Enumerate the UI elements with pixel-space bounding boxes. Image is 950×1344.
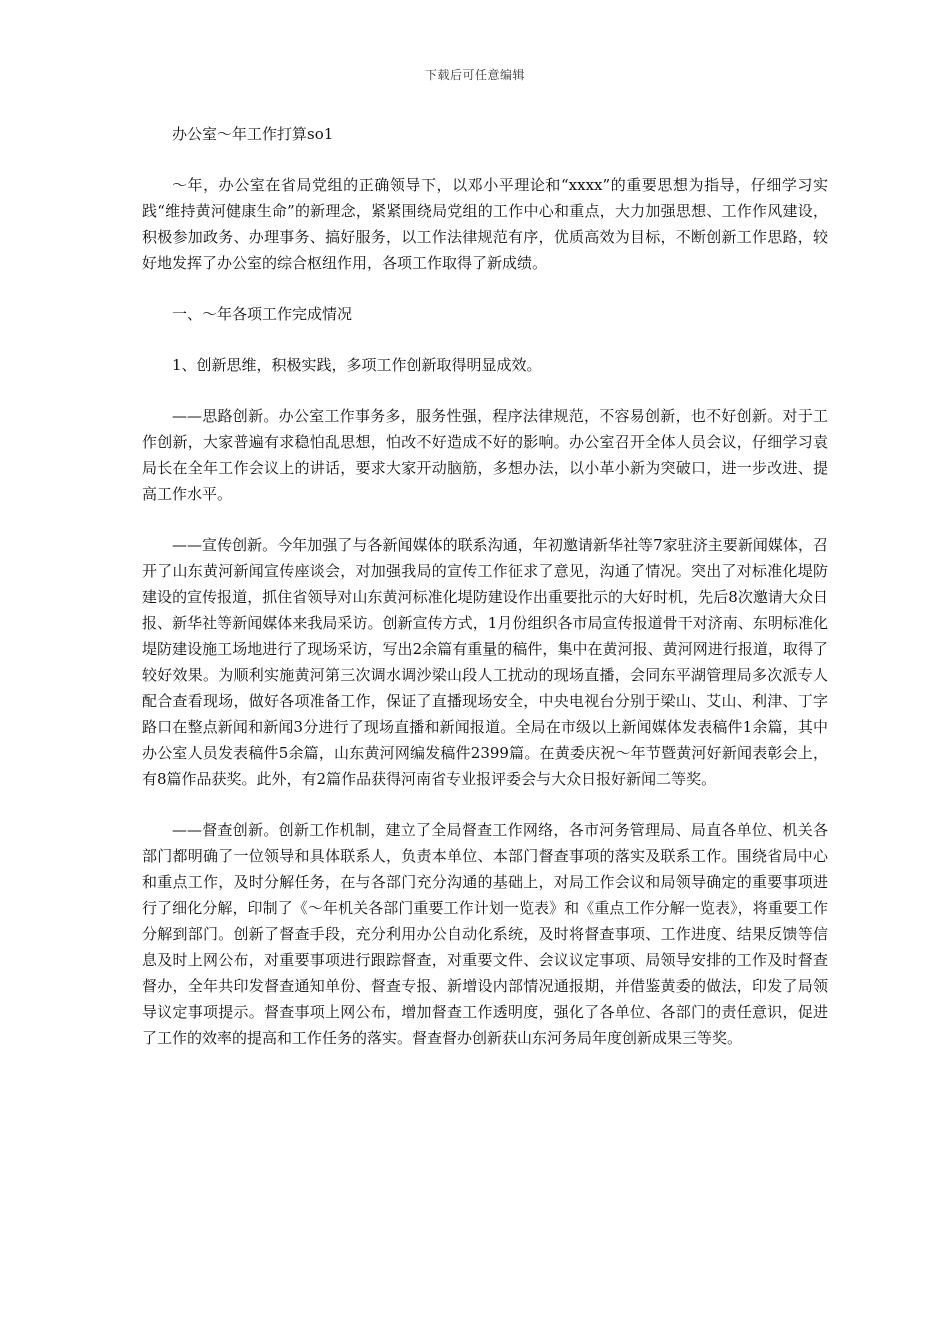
document-body [142, 121, 828, 1076]
paragraph-supervision-innovation: ——督查创新。创新工作机制，建立了全局督查工作网络，各市河务管理局、局直各单位、机关各部门都明确了一位领导和具体联系人，负责本单位、本部门督查事项的落实及联系工作。围绕省局中心和重点工作，及时分解任务，在与各部门充分沟通的基础上，对局工作会议和局领导确定的重要事项进行了细化分解，印制了《～年机关各部门重要工作计划一览表》和《重点工作分解一览表》，将重要工作分解到部门。创新了督查手段，充分利用办公自动化系统，及时将督查事项、工作进度、结果反馈等信息及时上网公布，对重要事项进行跟踪督查，对重要文件、会议议定事项、局领导安排的工作及时督查督办，全年共印发督查通知单份、督查专报、新增设内部情况通报期，并借鉴黄委的做法，印发了局领导议定事项提示。督查事项上网公布，增加督查工作透明度，强化了各单位、各部门的责任意识，促进了工作的效率的提高和工作任务的落实。督查督办创新获山东河务局年度创新成果三等奖。 [142, 821, 828, 1047]
section-heading: 一、～年各项工作完成情况 [172, 305, 353, 323]
paragraph-intro: ～年，办公室在省局党组的正确领导下，以邓小平理论和“xxxx”的重要思想为指导，仔细学习实践“维持黄河健康生命”的新理念，紧紧围绕局党组的工作中心和重点，大力加强思想、工作作风建设，积极参加政务、办理事务、搞好服务，以工作法律规范有序，优质高效为目标，不断创新工作思路，较好地发挥了办公室的综合枢纽作用，各项工作取得了新成绩。 [142, 176, 828, 272]
paragraph-publicity-innovation: ——宣传创新。今年加强了与各新闻媒体的联系沟通，年初邀请新华社等7家驻济主要新闻媒体，召开了山东黄河新闻宣传座谈会，对加强我局的宣传工作征求了意见，沟通了情况。突出了对标准化堤防建设的宣传报道，抓住省领导对山东黄河标准化堤防建设作出重要批示的大好时机，先后8次邀请大众日报、新华社等新闻媒体来我局采访。创新宣传方式，1月份组织各市局宣传报道骨干对济南、东明标准化堤防建设施工场地进行了现场采访，写出2余篇有重量的稿件，集中在黄河报、黄河网进行报道，取得了较好效果。为顺利实施黄河第三次调水调沙梁山段人工扰动的现场直播，会同东平湖管理局多次派专人配合查看现场，做好各项准备工作，保证了直播现场安全，中央电视台分别于梁山、艾山、利津、丁字路口在整点新闻和新闻3分进行了现场直播和新闻报道。全局在市级以上新闻媒体发表稿件1余篇，其中办公室人员发表稿件5余篇，山东黄河网编发稿件2399篇。在黄委庆祝～年节暨黄河好新闻表彰会上，有8篇作品获奖。此外，有2篇作品获得河南省专业报评委会与大众日报好新闻二等奖。 [142, 536, 828, 788]
document-title: 办公室～年工作打算so1 [172, 125, 334, 143]
header-note: 下载后可任意编辑 [424, 68, 525, 82]
paragraph-thinking-innovation: ——思路创新。办公室工作事务多，服务性强，程序法律规范，不容易创新，也不好创新。对于工作创新，大家普遍有求稳怕乱思想，怕改不好造成不好的影响。办公室召开全体人员会议，仔细学习袁局长在全年工作会议上的讲话，要求大家开动脑筋，多想办法，以小革小新为突破口，进一步改进、提高工作水平。 [142, 407, 828, 503]
subsection-heading: 1、创新思维，积极实践，多项工作创新取得明显成效。 [172, 356, 542, 374]
